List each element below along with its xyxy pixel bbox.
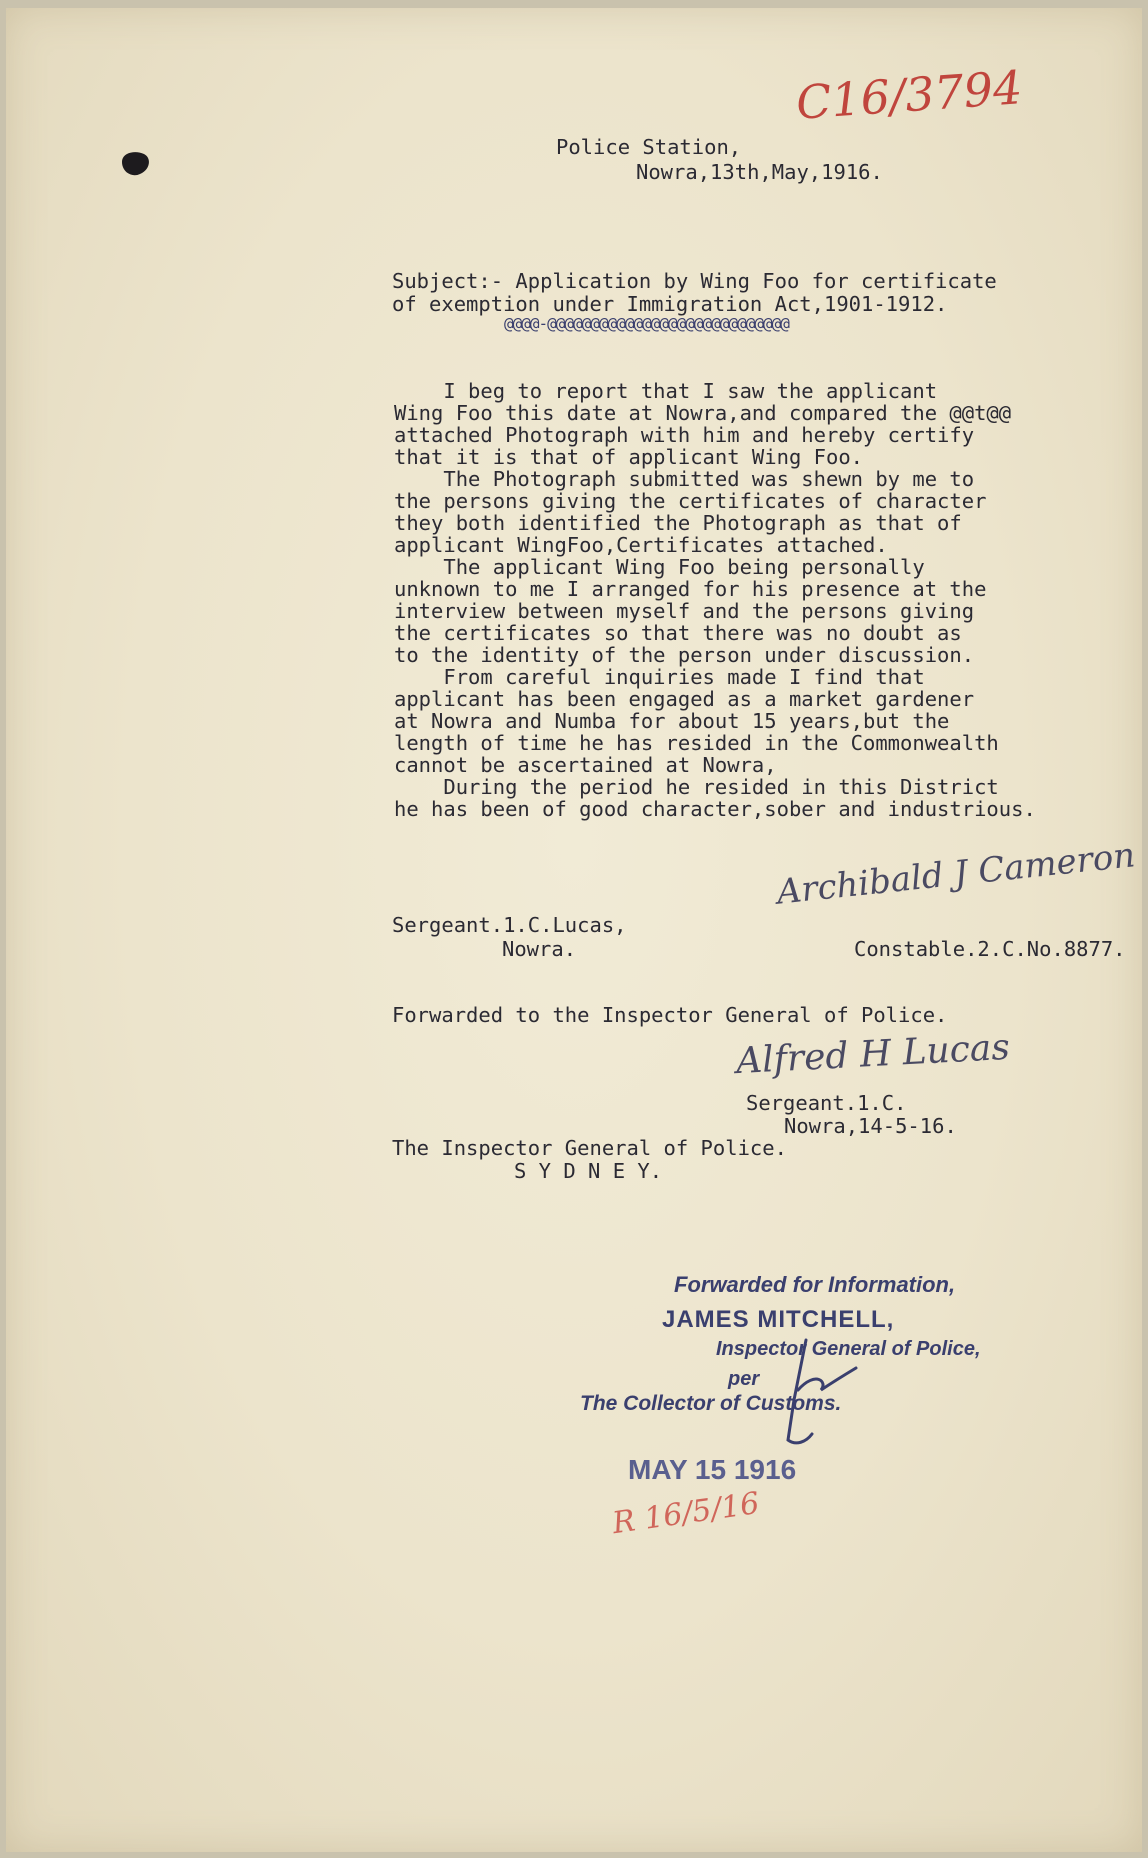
body-line: unknown to me I arranged for his presence at the bbox=[394, 577, 987, 601]
red-pencil-initials: R 16/5/16 bbox=[610, 1485, 762, 1542]
file-reference: C16/3794 bbox=[794, 60, 1024, 130]
subject-line-2: of exemption under Immigration Act,1901-1912. bbox=[392, 292, 948, 316]
received-date-stamp: MAY 15 1916 bbox=[628, 1454, 797, 1485]
sergeant-signature: Alfred H Lucas bbox=[735, 1026, 1011, 1083]
body-line: they both identified the Photograph as that of bbox=[394, 511, 962, 535]
stamp-line-1: Forwarded for Information, bbox=[674, 1272, 956, 1297]
forwarding-place-date: Nowra,14-5-16. bbox=[784, 1114, 957, 1138]
stamp-signature-scribble bbox=[766, 1330, 876, 1450]
body-line: attached Photograph with him and hereby certify bbox=[394, 423, 975, 447]
constable-line: Constable.2.C.No.8877. bbox=[854, 937, 1126, 961]
body-line: I beg to report that I saw the applicant bbox=[394, 379, 938, 403]
subject-line-1: Subject:- Application by Wing Foo for certificate bbox=[392, 269, 997, 293]
header-place-date: Nowra,13th,May,1916. bbox=[636, 160, 883, 184]
stamp-line-3: Inspector General of Police, bbox=[716, 1338, 981, 1360]
forwarding-sergeant: Sergeant.1.C. bbox=[746, 1091, 907, 1115]
document-page bbox=[6, 8, 1142, 1852]
body-line: that it is that of applicant Wing Foo. bbox=[394, 445, 863, 469]
punch-hole-mark bbox=[118, 148, 154, 178]
subject-underline: @@@@-@@@@@@@@@@@@@@@@@@@@@@@@@@@@ bbox=[504, 314, 789, 333]
body-line: to the identity of the person under discussion. bbox=[394, 643, 975, 667]
body-line: the certificates so that there was no doubt as bbox=[394, 621, 962, 645]
body-line: interview between myself and the persons giving bbox=[394, 599, 975, 623]
body-line: applicant has been engaged as a market gardener bbox=[394, 687, 975, 711]
addressee-line-2: S Y D N E Y. bbox=[514, 1159, 663, 1183]
sergeant-left-line-2: Nowra. bbox=[502, 937, 577, 961]
body-line: During the period he resided in this District bbox=[394, 775, 999, 799]
body-line: the persons giving the certificates of character bbox=[394, 489, 987, 513]
body-line: The Photograph submitted was shewn by me to bbox=[394, 467, 975, 491]
stamp-line-2: JAMES MITCHELL, bbox=[662, 1306, 895, 1333]
header-station: Police Station, bbox=[556, 135, 742, 159]
forwarding-line: Forwarded to the Inspector General of Police. bbox=[392, 1003, 948, 1027]
constable-signature: Archibald J Cameron bbox=[774, 835, 1137, 913]
body-line: The applicant Wing Foo being personally bbox=[394, 555, 925, 579]
body-line: length of time he has resided in the Commonwealth bbox=[394, 731, 999, 755]
body-line: Wing Foo this date at Nowra,and compared the @@t@@ bbox=[394, 401, 1012, 425]
stamp-line-5: The Collector of Customs. bbox=[580, 1392, 842, 1415]
stamp-line-4: per bbox=[728, 1368, 760, 1390]
body-line: From careful inquiries made I find that bbox=[394, 665, 925, 689]
body-line: at Nowra and Numba for about 15 years,but the bbox=[394, 709, 950, 733]
body-line: he has been of good character,sober and industrious. bbox=[394, 797, 1036, 821]
body-line: cannot be ascertained at Nowra, bbox=[394, 753, 777, 777]
report-body bbox=[394, 380, 1036, 820]
sergeant-left-line-1: Sergeant.1.C.Lucas, bbox=[392, 913, 627, 937]
body-line: applicant WingFoo,Certificates attached. bbox=[394, 533, 888, 557]
addressee-line-1: The Inspector General of Police. bbox=[392, 1136, 787, 1160]
